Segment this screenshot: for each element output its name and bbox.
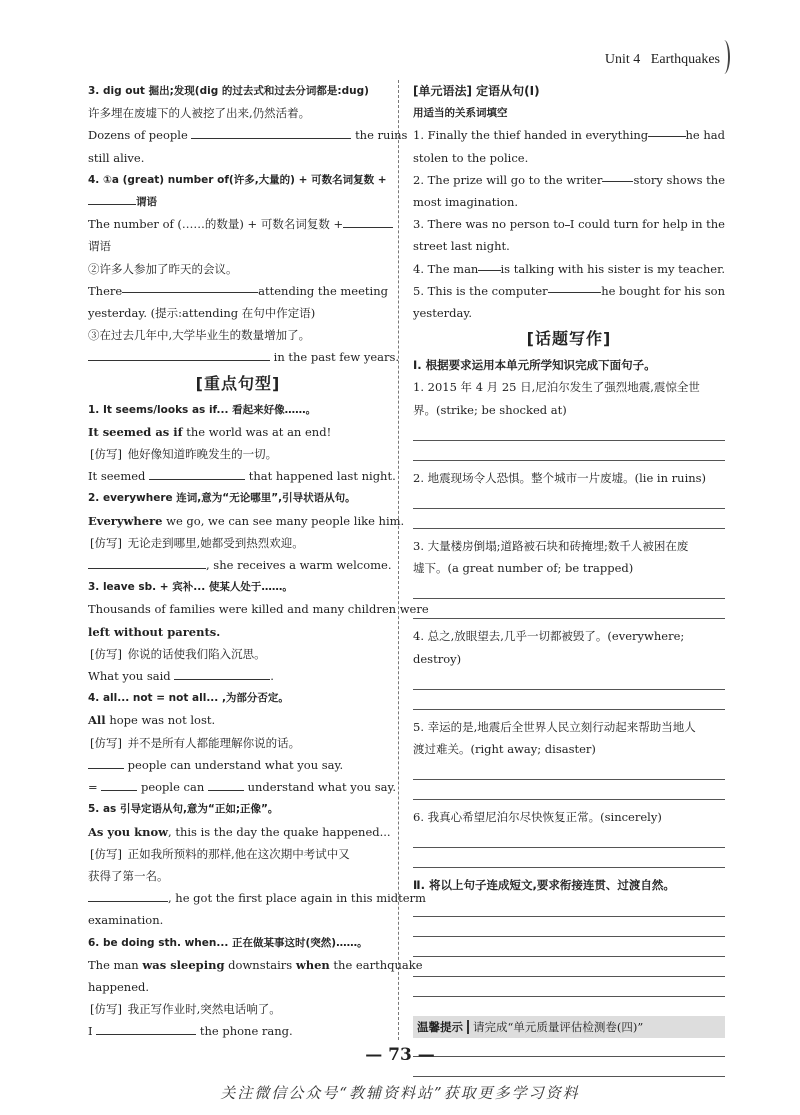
unit-label: Unit 4 (604, 52, 641, 67)
imitate-tag: [仿写] (90, 535, 122, 550)
s6-task: [仿写] 我正写作业时,突然电话响了。 (88, 998, 388, 1020)
answer-line[interactable] (413, 848, 725, 868)
s3-task: [仿写] 你说的话使我们陷入沉思。 (88, 643, 388, 665)
s6-sentence: I the phone rang. (88, 1024, 293, 1039)
item-3-sentence-end: still alive. (88, 150, 145, 165)
section-title-key-sentences: [重点句型] (195, 373, 281, 393)
imitate-tag: [仿写] (90, 846, 122, 861)
writing-q1-end: 界。(strike; be shocked at) (413, 402, 567, 417)
writing-q2: 2. 地震现场令人恐惧。整个城市一片废墟。(lie in ruins) (413, 470, 707, 485)
item-4-chinese-2: ②许多人参加了昨天的会议。 (88, 261, 238, 276)
blank[interactable] (88, 556, 206, 569)
writing-q3: 3. 大量楼房倒塌;道路被石块和砖掩埋;数千人被困在废 (413, 539, 689, 554)
writing-q4: 4. 总之,放眼望去,几乎一切都被毁了。(everywhere; (413, 629, 685, 644)
answer-line[interactable] (413, 421, 725, 441)
header-bracket-decoration (718, 40, 730, 74)
answer-line[interactable] (413, 579, 725, 599)
blank[interactable] (88, 348, 270, 361)
blank[interactable] (122, 280, 258, 293)
blank[interactable] (88, 192, 136, 205)
answer-line[interactable] (413, 599, 725, 619)
blank[interactable] (88, 756, 124, 769)
s4-heading: 4. all... not = not all... ,为部分否定。 (88, 692, 289, 705)
grammar-q3: 3. There was no person to I could turn for help in the (413, 213, 725, 235)
s1-sentence: It seemed that happened last night. (88, 469, 396, 484)
imitate-tag: [仿写] (90, 646, 122, 661)
writing-q4-end: destroy) (413, 651, 462, 666)
answer-line[interactable] (413, 509, 725, 529)
s2-example: Everywhere we go, we can see many people like him. (88, 513, 405, 528)
writing-q6: 6. 我真心希望尼泊尔尽快恢复正常。(sincerely) (413, 810, 662, 825)
s2-sentence: , she receives a warm welcome. (88, 554, 388, 576)
right-column (413, 80, 725, 1077)
blank[interactable] (208, 778, 244, 791)
writing-part-2-heading: Ⅱ. 将以上句子连成短文,要求衔接连贯、过渡自然。 (413, 878, 675, 893)
s3-sentence: What you said . (88, 669, 274, 684)
item-4-rule-2: 谓语 (88, 239, 111, 254)
essay-line[interactable] (413, 937, 725, 957)
left-column (88, 80, 429, 1043)
writing-q1: 1. 2015 年 4 月 25 日,尼泊尔发生了强烈地震,震惊全世 (413, 380, 700, 395)
essay-line[interactable] (413, 997, 725, 1017)
blank[interactable] (149, 467, 245, 480)
answer-line[interactable] (413, 489, 725, 509)
item-3-chinese: 许多埋在废墟下的人被挖了出来,仍然活着。 (88, 106, 311, 121)
answer-line[interactable] (413, 690, 725, 710)
s3-example-1: Thousands of families were killed and many children were (88, 602, 429, 617)
s5-example: As you know, this is the day the quake happened... (88, 824, 391, 839)
s3-heading: 3. leave sb. + 宾补... 使某人处于……。 (88, 581, 293, 594)
writing-q5: 5. 幸运的是,地震后全世界人民立刻行动起来帮助当地人 (413, 719, 696, 734)
s5-task: [仿写] 正如我所预料的那样,他在这次期中考试中又 (88, 843, 388, 865)
s6-heading: 6. be doing sth. when... 正在做某事这时(突然)……。 (88, 936, 368, 949)
reminder-text: 请完成“单元质量评估检测卷(四)” (473, 1020, 644, 1034)
answer-line[interactable] (413, 670, 725, 690)
blank[interactable] (191, 126, 351, 139)
grammar-q4: 4. The man is talking with his sister is my teacher. (413, 258, 725, 280)
answer-line[interactable] (413, 441, 725, 461)
grammar-q5-end: yesterday. (413, 306, 472, 321)
essay-line[interactable] (413, 917, 725, 937)
s5-sentence: , he got the first place again in this midterm (88, 887, 388, 909)
reminder-label: 温馨提示 (413, 1020, 469, 1034)
blank[interactable] (548, 280, 602, 293)
item-3-heading: 3. dig out 掘出;发现(dig 的过去式和过去分词都是:dug) (88, 85, 369, 97)
grammar-q2-end: most imagination. (413, 195, 519, 210)
s6-example-2: happened. (88, 979, 150, 994)
item-4-sentence-3: in the past few years. (88, 346, 388, 368)
running-header (605, 52, 720, 68)
s2-task: [仿写] 无论走到哪里,她都受到热烈欢迎。 (88, 532, 388, 554)
item-4-sentence-2-end: yesterday. (提示:attending 在句中作定语) (88, 306, 316, 321)
blank[interactable] (478, 258, 500, 271)
imitate-tag: [仿写] (90, 1002, 122, 1017)
blank[interactable] (648, 124, 685, 137)
writing-q3-end: 墟下。(a great number of; be trapped) (413, 561, 634, 576)
s5-sentence-2: examination. (88, 913, 164, 928)
blank[interactable] (343, 215, 393, 228)
answer-line[interactable] (413, 780, 725, 800)
item-4-sentence-2: There attending the meeting (88, 280, 388, 302)
footer-note: 关注微信公众号“教辅资料站”获取更多学习资料 (220, 1084, 580, 1102)
item-4-heading: 4. ①a (great) number of(许多,大量的) + 可数名词复数 + (88, 173, 387, 186)
grammar-q5: 5. This is the computer he bought for his son (413, 280, 725, 302)
writing-q5-end: 渡过难关。(right away; disaster) (413, 742, 596, 757)
imitate-tag: [仿写] (90, 735, 122, 750)
grammar-q1: 1. Finally the thief handed in everything he had (413, 124, 725, 146)
item-4-rule: The number of (……的数量) + 可数名词复数 + (88, 213, 388, 235)
item-3-sentence: Dozens of people the ruins (88, 128, 408, 143)
s4-sentence-1: people can understand what you say. (88, 754, 388, 776)
reminder-box (413, 1016, 725, 1038)
writing-part-1-heading: Ⅰ. 根据要求运用本单元所学知识完成下面句子。 (413, 358, 656, 373)
section-title-topic-writing: [话题写作] (526, 329, 612, 349)
blank[interactable] (101, 778, 137, 791)
blank[interactable] (602, 169, 633, 182)
blank[interactable] (88, 889, 168, 902)
imitate-tag: [仿写] (90, 447, 122, 462)
s4-task: [仿写] 并不是所有人都能理解你说的话。 (88, 732, 388, 754)
s1-heading: 1. It seems/looks as if... 看起来好像……。 (88, 403, 317, 416)
blank[interactable] (174, 667, 270, 680)
s1-example: It seemed as if the world was at an end! (88, 424, 332, 439)
s1-task: [仿写] 他好像知道昨晚发生的一切。 (88, 443, 388, 465)
s5-task-2: 获得了第一名。 (88, 868, 169, 883)
blank[interactable] (96, 1022, 196, 1035)
item-4-heading-2: 谓语 (88, 191, 388, 213)
grammar-heading: [单元语法] 定语从句(Ⅰ) (413, 84, 540, 98)
answer-line[interactable] (413, 828, 725, 848)
answer-line[interactable] (413, 760, 725, 780)
unit-title: Earthquakes (650, 52, 720, 67)
s4-sentence-2: = people can understand what you say. (88, 780, 397, 795)
s4-example: All hope was not lost. (88, 713, 216, 728)
grammar-q2: 2. The prize will go to the writer story shows the (413, 169, 725, 191)
item-4-chinese-3: ③在过去几年中,大学毕业生的数量增加了。 (88, 328, 311, 343)
s2-heading: 2. everywhere 连词,意为“无论哪里”,引导状语从句。 (88, 492, 356, 505)
essay-line[interactable] (413, 977, 725, 997)
essay-line[interactable] (413, 957, 725, 977)
grammar-instruction: 用适当的关系词填空 (413, 107, 508, 120)
essay-line[interactable] (413, 897, 725, 917)
s6-example: The man was sleeping downstairs when the earthquake (88, 957, 423, 972)
page-number: — 73 — (365, 1045, 435, 1065)
grammar-q1-end: stolen to the police. (413, 150, 529, 165)
s3-example-2: left without parents. (88, 624, 221, 639)
grammar-q3-end: street last night. (413, 239, 510, 254)
s5-heading: 5. as 引导定语从句,意为“正如;正像”。 (88, 803, 279, 816)
